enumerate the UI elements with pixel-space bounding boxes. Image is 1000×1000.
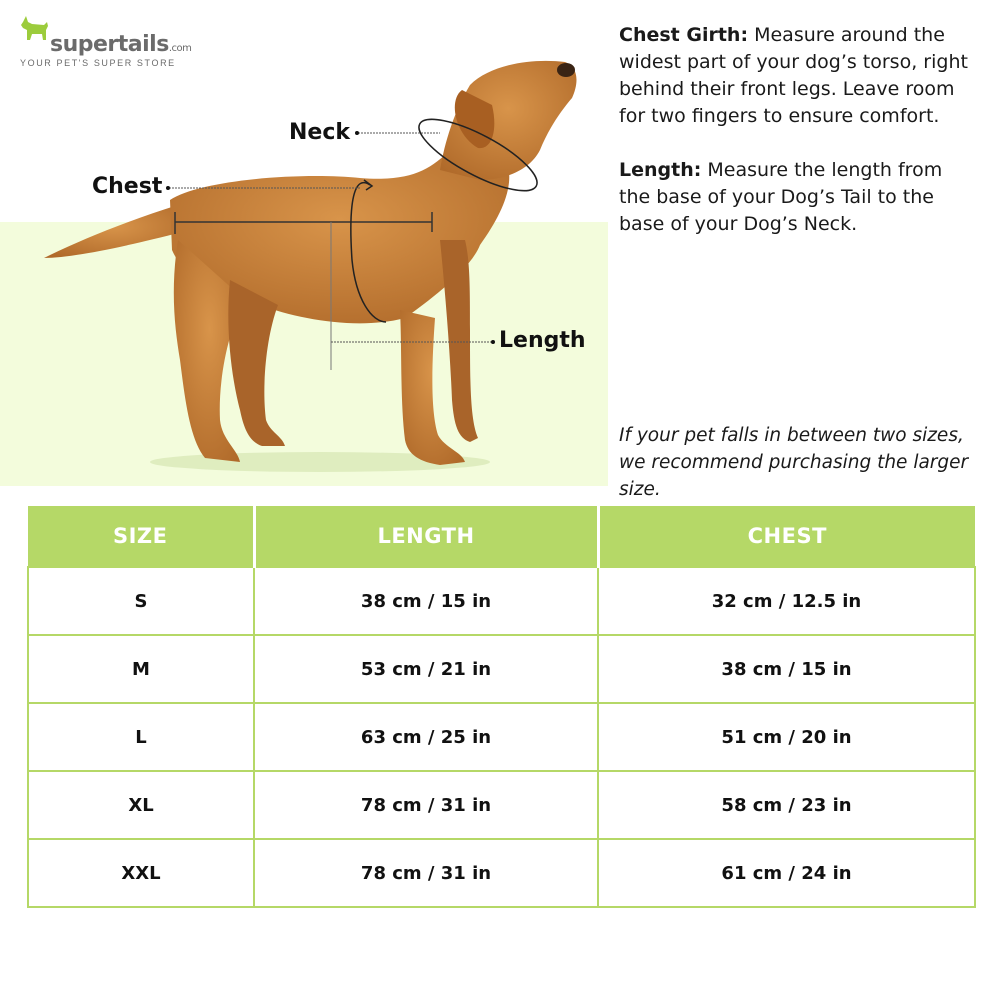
cell-size: S — [28, 567, 254, 635]
cell-chest: 61 cm / 24 in — [598, 839, 975, 907]
header-chest: CHEST — [598, 506, 975, 567]
table-row — [28, 839, 975, 907]
cell-chest: 38 cm / 15 in — [598, 635, 975, 703]
length-text: Measure the length from the base of your Dog’s Tail to the base of your Dog’s Neck. — [619, 159, 943, 235]
cell-size: XXL — [28, 839, 254, 907]
table-row — [28, 771, 975, 839]
dog-measurement-illustration — [0, 0, 610, 490]
cell-size: XL — [28, 771, 254, 839]
cell-length: 63 cm / 25 in — [254, 703, 598, 771]
cell-size: L — [28, 703, 254, 771]
table-header-row — [28, 506, 975, 567]
cell-size: M — [28, 635, 254, 703]
cell-chest: 51 cm / 20 in — [598, 703, 975, 771]
cell-length: 78 cm / 31 in — [254, 839, 598, 907]
cell-chest: 58 cm / 23 in — [598, 771, 975, 839]
neck-label: Neck — [289, 120, 351, 145]
header-size: SIZE — [28, 506, 254, 567]
brand-tagline: YOUR PET'S SUPER STORE — [20, 58, 176, 68]
chest-girth-description — [619, 22, 979, 130]
dog-illustration — [0, 0, 610, 490]
chest-girth-text: Measure around the widest part of your dog’s torso, right behind their front legs. Leave room for two fingers to ensure comfort. — [619, 24, 968, 127]
chest-label: Chest — [92, 174, 163, 199]
length-label: Length — [499, 328, 586, 353]
table-row — [28, 567, 975, 635]
cell-chest: 32 cm / 12.5 in — [598, 567, 975, 635]
brand-name: supertails.com — [50, 32, 192, 57]
cell-length: 78 cm / 31 in — [254, 771, 598, 839]
cell-length: 53 cm / 21 in — [254, 635, 598, 703]
size-chart-table — [27, 506, 976, 908]
table-row — [28, 635, 975, 703]
cell-length: 38 cm / 15 in — [254, 567, 598, 635]
chest-girth-heading: Chest Girth: — [619, 24, 749, 46]
length-description — [619, 157, 979, 238]
length-heading: Length: — [619, 159, 702, 181]
sizing-tip: If your pet falls in between two sizes, we recommend purchasing the larger size. — [619, 425, 969, 500]
header-length: LENGTH — [254, 506, 598, 567]
table-row — [28, 703, 975, 771]
